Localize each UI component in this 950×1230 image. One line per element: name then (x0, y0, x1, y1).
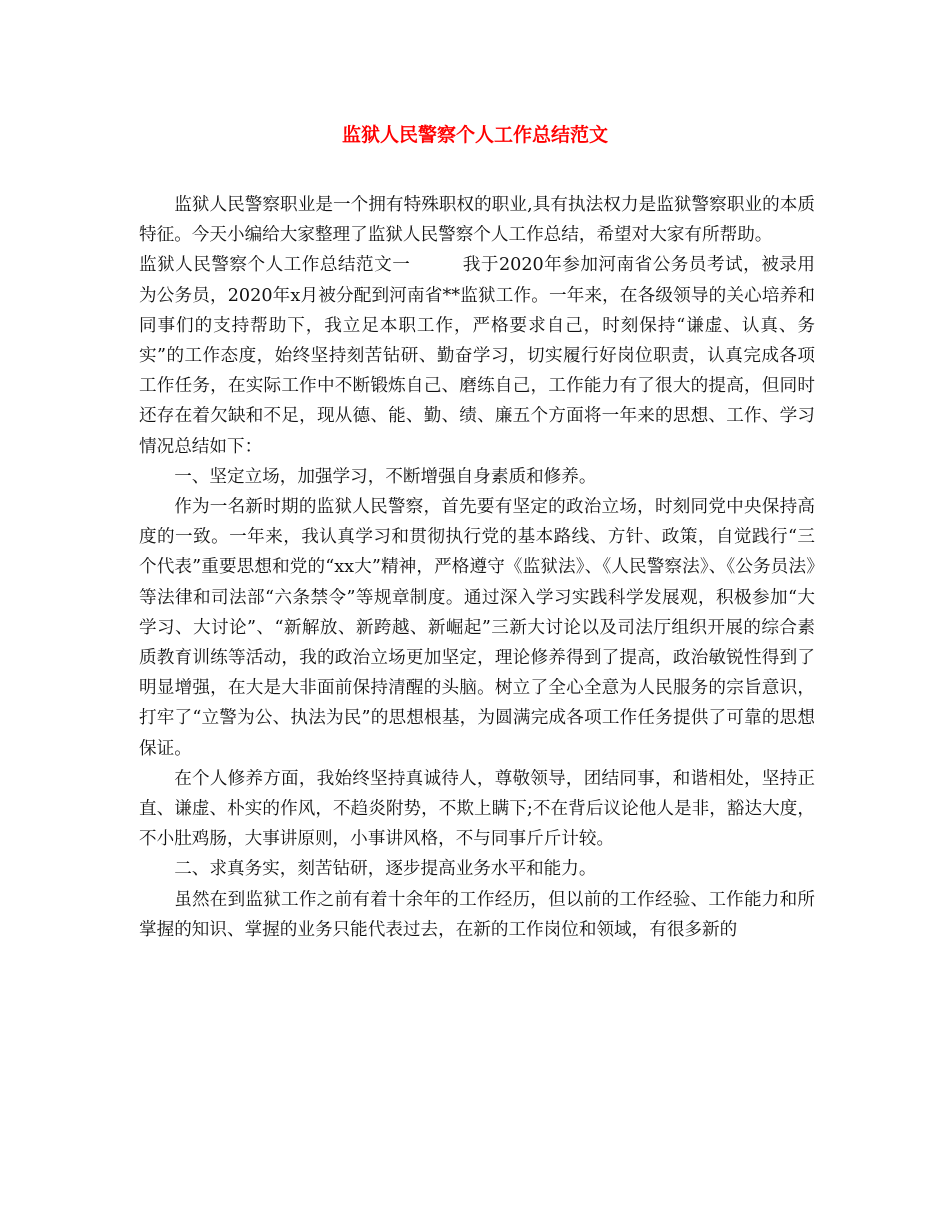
intro-paragraph: 监狱人民警察职业是一个拥有特殊职权的职业,具有执法权力是监狱警察职业的本质特征。今天小编给大家整理了监狱人民警察个人工作总结，希望对大家有所帮助。 (139, 195, 815, 246)
paragraph-two: 在个人修养方面，我始终坚持真诚待人，尊敬领导，团结同事，和谐相处，坚持正直、谦虚、朴实的作风，不趋炎附势，不欺上瞒下;不在背后议论他人是非，豁达大度，不小肚鸡肠，大事讲原则，小事讲风格，不与同事斤斤计较。 (139, 768, 815, 850)
section-intro: 我于2020年参加河南省公务员考试，被录用为公务员，2020年x月被分配到河南省**监狱工作。一年来，在各级领导的关心培养和同事们的支持帮助下，我立足本职工作，严格要求自己，时刻保持“谦虚、认真、务实”的工作态度，始终坚持刻苦钻研、勤奋学习，切实履行好岗位职责，认真完成各项工作任务，在实际工作中不断锻炼自己、磨练自己，工作能力有了很大的提高，但同时还存在着欠缺和不足，现从德、能、勤、绩、廉五个方面将一年来的思想、工作、学习情况总结如下： (139, 255, 815, 457)
paragraph-one: 作为一名新时期的监狱人民警察，首先要有坚定的政治立场，时刻同党中央保持高度的一致。一年来，我认真学习和贯彻执行党的基本路线、方针、政策，自觉践行“三个代表”重要思想和党的“xx大”精神，严格遵守《监狱法》、《人民警察法》、《公务员法》等法律和司法部“六条禁令”等规章制度。通过深入学习实践科学发展观，积极参加“大学习、大讨论”、“新解放、新跨越、新崛起”三新大讨论以及司法厅组织开展的综合素质教育训练等活动，我的政治立场更加坚定，理论修养得到了提高，政治敏锐性得到了明显增强，在大是大非面前保持清醒的头脑。树立了全心全意为人民服务的宗旨意识，打牢了“立警为公、执法为民”的思想根基，为圆满完成各项工作任务提供了可靠的思想保证。 (139, 497, 815, 759)
document-title: 监狱人民警察个人工作总结范文 (341, 124, 608, 146)
section-paragraph (139, 250, 815, 461)
document-body (139, 190, 815, 945)
heading-two: 二、求真务实，刻苦钻研，逐步提高业务水平和能力。 (174, 859, 597, 880)
heading-one: 一、坚定立场，加强学习，不断增强自身素质和修养。 (174, 466, 597, 487)
section-title: 监狱人民警察个人工作总结范文一 (139, 255, 411, 276)
paragraph-three: 虽然在到监狱工作之前有着十余年的工作经历，但以前的工作经验、工作能力和所掌握的知识、掌握的业务只能代表过去，在新的工作岗位和领域，有很多新的 (139, 889, 815, 940)
